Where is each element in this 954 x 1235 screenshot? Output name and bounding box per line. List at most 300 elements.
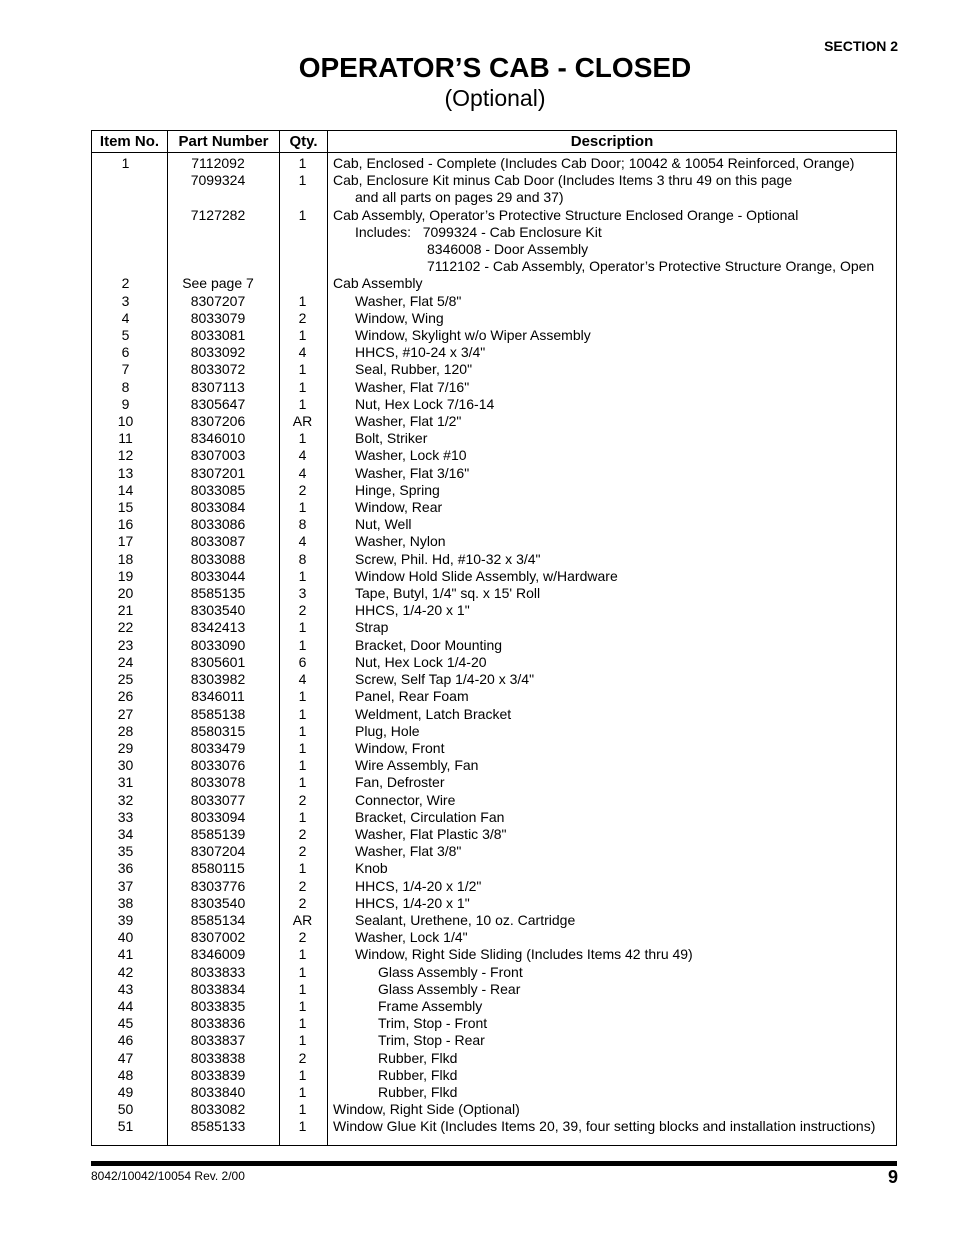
description-line: Washer, Flat 3/8" <box>355 843 462 860</box>
table-row <box>92 792 896 809</box>
description-cell <box>333 1032 896 1049</box>
quantity-cell: 1 <box>298 757 307 774</box>
table-row <box>92 1015 896 1032</box>
part-number-cell: 7099324 <box>190 172 246 189</box>
table-row <box>92 551 896 568</box>
part-number-cell: 8307003 <box>190 447 246 464</box>
description-cell <box>333 1015 896 1032</box>
part-number-cell: 8305647 <box>190 395 246 412</box>
description-line: and all parts on pages 29 and 37) <box>355 189 564 206</box>
description-line: 8346008 - Door Assembly <box>427 241 589 258</box>
description-line: Washer, Flat 5/8" <box>355 292 462 309</box>
part-number-cell: 8307207 <box>190 292 246 309</box>
quantity-cell: 8 <box>298 550 307 567</box>
item-number-cell: 39 <box>117 911 134 928</box>
table-row <box>92 1118 896 1135</box>
part-number-cell: See page 7 <box>182 275 254 292</box>
part-number-cell: 8033079 <box>190 309 246 326</box>
page-subtitle: (Optional) <box>444 85 546 111</box>
item-number-cell: 10 <box>117 413 134 430</box>
description-line: Nut, Well <box>355 516 412 533</box>
description-line: Window, Right Side Sliding (Includes Items 42 thru 49) <box>355 946 693 963</box>
item-number-cell: 13 <box>117 464 134 481</box>
description-cell <box>333 344 896 361</box>
description-cell <box>333 275 896 292</box>
table-row <box>92 482 896 499</box>
item-number-cell: 23 <box>117 636 134 653</box>
description-line: 7112102 - Cab Assembly, Operator’s Protective Structure Orange, Open <box>427 258 875 275</box>
table-row <box>92 981 896 998</box>
quantity-cell: 1 <box>298 1066 307 1083</box>
description-line: Includes: 7099324 - Cab Enclosure Kit <box>355 223 602 240</box>
table-row <box>92 1101 896 1118</box>
table-row <box>92 447 896 464</box>
quantity-cell: 6 <box>298 653 307 670</box>
item-number-cell: 6 <box>121 344 130 361</box>
table-row <box>92 843 896 860</box>
item-number-cell: 17 <box>117 533 134 550</box>
part-number-cell: 8346010 <box>190 430 246 447</box>
table-row <box>92 860 896 877</box>
quantity-cell: 4 <box>298 671 307 688</box>
item-number-cell: 46 <box>117 1032 134 1049</box>
item-number-cell: 36 <box>117 860 134 877</box>
description-line: Trim, Stop - Rear <box>378 1032 485 1049</box>
item-number-cell: 45 <box>117 1015 134 1032</box>
quantity-cell: 1 <box>298 327 307 344</box>
description-cell <box>333 1050 896 1067</box>
quantity-cell: AR <box>292 911 313 928</box>
quantity-cell: 1 <box>298 430 307 447</box>
part-number-cell: 8033833 <box>190 963 246 980</box>
table-row <box>92 602 896 619</box>
description-line: Wire Assembly, Fan <box>355 757 479 774</box>
part-number-cell: 8346011 <box>191 688 245 705</box>
item-number-cell: 21 <box>117 602 134 619</box>
parts-table <box>91 130 897 1146</box>
quantity-cell: 1 <box>298 739 307 756</box>
table-row <box>92 619 896 636</box>
description-line: Washer, Lock 1/4" <box>355 929 468 946</box>
description-line: Glass Assembly - Rear <box>378 980 521 997</box>
part-number-cell: 8307206 <box>190 413 246 430</box>
table-row <box>92 929 896 946</box>
part-number-cell: 8033076 <box>190 757 246 774</box>
item-number-cell: 7 <box>121 361 130 378</box>
table-row <box>92 275 896 292</box>
description-cell <box>333 1101 896 1118</box>
description-cell <box>333 413 896 430</box>
part-number-cell: 8033088 <box>190 550 246 567</box>
description-line: Washer, Lock #10 <box>355 447 467 464</box>
description-cell <box>333 774 896 791</box>
description-cell <box>333 706 896 723</box>
part-number-cell: 8580315 <box>190 722 246 739</box>
description-line: Washer, Flat 1/2" <box>355 413 462 430</box>
quantity-cell: 1 <box>298 206 307 223</box>
description-cell <box>333 327 896 344</box>
part-number-cell: 8307002 <box>190 929 246 946</box>
description-cell <box>333 671 896 688</box>
part-number-cell: 8033082 <box>190 1101 246 1118</box>
description-cell <box>333 499 896 516</box>
quantity-cell: 1 <box>298 1083 307 1100</box>
item-number-cell: 22 <box>117 619 134 636</box>
item-number-cell: 2 <box>121 275 130 292</box>
quantity-cell: 1 <box>298 567 307 584</box>
item-number-cell: 43 <box>117 980 134 997</box>
description-line: Weldment, Latch Bracket <box>355 705 512 722</box>
item-number-cell: 19 <box>117 567 134 584</box>
part-number-cell: 8346009 <box>190 946 246 963</box>
description-line: HHCS, 1/4-20 x 1/2" <box>355 877 482 894</box>
table-row <box>92 637 896 654</box>
description-line: Rubber, Flkd <box>378 1049 458 1066</box>
item-number-cell: 24 <box>117 653 134 670</box>
table-row <box>92 585 896 602</box>
table-row <box>92 740 896 757</box>
description-cell <box>333 1118 896 1135</box>
quantity-cell: 1 <box>298 1101 307 1118</box>
description-cell <box>333 946 896 963</box>
quantity-cell: 2 <box>298 1049 307 1066</box>
part-number-cell: 8585134 <box>190 911 246 928</box>
page-number: 9 <box>887 1167 898 1187</box>
description-cell <box>333 430 896 447</box>
item-number-cell: 29 <box>117 739 134 756</box>
quantity-cell: 1 <box>298 722 307 739</box>
document-reference: 8042/10042/10054 Rev. 2/00 <box>91 1169 245 1183</box>
table-row <box>92 516 896 533</box>
item-number-cell: 27 <box>117 705 134 722</box>
quantity-cell: 4 <box>298 447 307 464</box>
description-line: HHCS, 1/4-20 x 1" <box>355 894 470 911</box>
description-cell <box>333 568 896 585</box>
part-number-cell: 8305601 <box>190 653 246 670</box>
item-number-cell: 25 <box>117 671 134 688</box>
item-number-cell: 31 <box>117 774 134 791</box>
column-header-description: Description <box>570 133 654 150</box>
description-line: Fan, Defroster <box>355 774 445 791</box>
part-number-cell: 8033078 <box>190 774 246 791</box>
part-number-cell: 8033094 <box>190 808 246 825</box>
description-line: Screw, Self Tap 1/4-20 x 3/4" <box>355 671 535 688</box>
quantity-cell: 4 <box>298 464 307 481</box>
table-row <box>92 826 896 843</box>
quantity-cell: 1 <box>298 688 307 705</box>
quantity-cell: 1 <box>298 705 307 722</box>
quantity-cell: 1 <box>298 1118 307 1135</box>
description-cell <box>333 602 896 619</box>
quantity-cell: 1 <box>298 361 307 378</box>
description-cell <box>333 843 896 860</box>
table-row <box>92 654 896 671</box>
table-row <box>92 327 896 344</box>
item-number-cell: 26 <box>117 688 134 705</box>
part-number-cell: 8033835 <box>190 997 246 1014</box>
part-number-cell: 8303982 <box>190 671 246 688</box>
description-cell <box>333 912 896 929</box>
table-row <box>92 723 896 740</box>
description-cell <box>333 826 896 843</box>
item-number-cell: 40 <box>117 929 134 946</box>
quantity-cell: 2 <box>298 929 307 946</box>
part-number-cell: 8033081 <box>190 327 246 344</box>
part-number-cell: 8033084 <box>190 499 246 516</box>
item-number-cell: 38 <box>117 894 134 911</box>
item-number-cell: 47 <box>117 1049 134 1066</box>
description-line: Window, Rear <box>355 499 443 516</box>
description-cell <box>333 757 896 774</box>
quantity-cell: 2 <box>298 309 307 326</box>
description-line: Washer, Flat Plastic 3/8" <box>355 825 507 842</box>
description-line: Washer, Nylon <box>355 533 446 550</box>
description-line: Window, Right Side (Optional) <box>333 1101 520 1118</box>
description-line: Window, Front <box>355 739 445 756</box>
quantity-cell: 1 <box>298 946 307 963</box>
item-number-cell: 12 <box>117 447 134 464</box>
item-number-cell: 35 <box>117 843 134 860</box>
quantity-cell: 1 <box>298 636 307 653</box>
description-cell <box>333 207 896 276</box>
quantity-cell: 1 <box>298 155 307 171</box>
quantity-cell: 1 <box>298 378 307 395</box>
description-line: Cab Assembly <box>333 275 423 292</box>
part-number-cell: 8303776 <box>190 877 246 894</box>
table-row <box>92 774 896 791</box>
item-number-cell: 18 <box>117 550 134 567</box>
item-number-cell: 5 <box>121 327 130 344</box>
description-cell <box>333 447 896 464</box>
item-number-cell: 44 <box>117 997 134 1014</box>
description-line: Frame Assembly <box>378 997 483 1014</box>
quantity-cell: 2 <box>298 791 307 808</box>
item-number-cell: 3 <box>121 292 130 309</box>
quantity-cell: 1 <box>298 499 307 516</box>
column-header-part-number: Part Number <box>178 133 269 150</box>
item-number-cell: 14 <box>117 481 134 498</box>
table-body <box>92 155 896 1136</box>
description-line: Rubber, Flkd <box>378 1066 458 1083</box>
description-cell <box>333 379 896 396</box>
quantity-cell: 1 <box>298 172 307 189</box>
table-row <box>92 757 896 774</box>
item-number-cell: 51 <box>117 1118 134 1135</box>
description-line: Cab, Enclosure Kit minus Cab Door (Includes Items 3 thru 49 on this page <box>333 172 793 189</box>
part-number-cell: 8303540 <box>190 894 246 911</box>
table-row <box>92 1067 896 1084</box>
table-row <box>92 207 896 276</box>
table-row <box>92 396 896 413</box>
description-cell <box>333 293 896 310</box>
table-row <box>92 706 896 723</box>
description-cell <box>333 396 896 413</box>
quantity-cell: 8 <box>298 516 307 533</box>
quantity-cell: 3 <box>298 585 307 602</box>
description-line: Strap <box>355 619 389 636</box>
part-number-cell: 7112092 <box>191 155 245 171</box>
item-number-cell: 50 <box>117 1101 134 1118</box>
description-cell <box>333 533 896 550</box>
description-cell <box>333 619 896 636</box>
item-number-cell: 34 <box>117 825 134 842</box>
part-number-cell: 8033479 <box>190 739 246 756</box>
description-line: Bolt, Striker <box>355 430 428 447</box>
part-number-cell: 8307113 <box>191 378 245 395</box>
table-row <box>92 1050 896 1067</box>
quantity-cell: 1 <box>298 963 307 980</box>
description-line: Window Glue Kit (Includes Items 20, 39, four setting blocks and installation instructions) <box>333 1118 876 1135</box>
description-line: Nut, Hex Lock 1/4-20 <box>355 653 487 670</box>
part-number-cell: 8033838 <box>190 1049 246 1066</box>
part-number-cell: 8303540 <box>190 602 246 619</box>
description-cell <box>333 723 896 740</box>
part-number-cell: 8585135 <box>190 585 246 602</box>
item-number-cell: 8 <box>121 378 130 395</box>
item-number-cell: 30 <box>117 757 134 774</box>
part-number-cell: 8033072 <box>190 361 246 378</box>
part-number-cell: 8033834 <box>190 980 246 997</box>
table-row <box>92 946 896 963</box>
item-number-cell: 42 <box>117 963 134 980</box>
column-header-item: Item No. <box>99 133 160 150</box>
quantity-cell: 1 <box>298 619 307 636</box>
part-number-cell: 8033090 <box>190 636 246 653</box>
table-row <box>92 809 896 826</box>
description-cell <box>333 929 896 946</box>
description-line: Panel, Rear Foam <box>355 688 469 705</box>
description-cell <box>333 465 896 482</box>
description-cell <box>333 155 896 172</box>
description-cell <box>333 895 896 912</box>
description-cell <box>333 551 896 568</box>
part-number-cell: 8033077 <box>190 791 246 808</box>
description-line: Knob <box>355 860 388 877</box>
part-number-cell: 8033087 <box>190 533 246 550</box>
item-number-cell: 33 <box>117 808 134 825</box>
quantity-cell: 1 <box>298 1015 307 1032</box>
description-line: Nut, Hex Lock 7/16-14 <box>355 395 495 412</box>
table-row <box>92 379 896 396</box>
quantity-cell: 2 <box>298 825 307 842</box>
quantity-cell: 1 <box>298 860 307 877</box>
table-row <box>92 912 896 929</box>
item-number-cell: 41 <box>117 946 134 963</box>
table-row <box>92 499 896 516</box>
quantity-cell: 4 <box>298 344 307 361</box>
description-cell <box>333 172 896 206</box>
part-number-cell: 8342413 <box>190 619 246 636</box>
quantity-cell: 4 <box>298 533 307 550</box>
item-number-cell: 49 <box>117 1083 134 1100</box>
description-line: Connector, Wire <box>355 791 456 808</box>
table-row <box>92 671 896 688</box>
description-line: Bracket, Door Mounting <box>355 636 503 653</box>
part-number-cell: 8033086 <box>190 516 246 533</box>
table-row <box>92 361 896 378</box>
description-line: Hinge, Spring <box>355 481 440 498</box>
part-number-cell: 8033836 <box>190 1015 246 1032</box>
part-number-cell: 8033044 <box>190 567 246 584</box>
description-cell <box>333 637 896 654</box>
quantity-cell: 1 <box>298 774 307 791</box>
description-cell <box>333 878 896 895</box>
table-row <box>92 344 896 361</box>
part-number-cell: 8033837 <box>190 1032 246 1049</box>
quantity-cell: 1 <box>298 980 307 997</box>
description-line: Sealant, Urethene, 10 oz. Cartridge <box>355 911 576 928</box>
description-line: Glass Assembly - Front <box>378 963 523 980</box>
table-row <box>92 895 896 912</box>
description-line: Window, Wing <box>355 309 444 326</box>
part-number-cell: 8307204 <box>190 843 246 860</box>
item-number-cell: 11 <box>118 430 133 447</box>
description-cell <box>333 860 896 877</box>
description-line: Trim, Stop - Front <box>378 1015 488 1032</box>
description-line: Window, Skylight w/o Wiper Assembly <box>355 327 591 344</box>
quantity-cell: 1 <box>298 997 307 1014</box>
item-number-cell: 28 <box>117 722 134 739</box>
description-cell <box>333 1067 896 1084</box>
table-row <box>92 964 896 981</box>
quantity-cell: AR <box>292 413 313 430</box>
item-number-cell: 9 <box>121 395 130 412</box>
footer-rule <box>91 1161 897 1166</box>
description-cell <box>333 516 896 533</box>
description-line: Tape, Butyl, 1/4" sq. x 15' Roll <box>355 585 541 602</box>
part-number-cell: 8307201 <box>190 464 246 481</box>
table-row <box>92 878 896 895</box>
description-line: Seal, Rubber, 120" <box>355 361 473 378</box>
description-cell <box>333 361 896 378</box>
table-row <box>92 413 896 430</box>
part-number-cell: 8585139 <box>190 825 246 842</box>
part-number-cell: 8585133 <box>190 1118 246 1135</box>
description-cell <box>333 740 896 757</box>
description-cell <box>333 654 896 671</box>
quantity-cell: 1 <box>298 1032 307 1049</box>
table-row <box>92 465 896 482</box>
table-row <box>92 998 896 1015</box>
part-number-cell: 8580115 <box>191 860 245 877</box>
item-number-cell: 37 <box>117 877 134 894</box>
table-row <box>92 310 896 327</box>
table-row <box>92 688 896 705</box>
description-cell <box>333 585 896 602</box>
quantity-cell: 2 <box>298 481 307 498</box>
description-line: HHCS, 1/4-20 x 1" <box>355 602 470 619</box>
table-row <box>92 430 896 447</box>
part-number-cell: 8033085 <box>190 481 246 498</box>
quantity-cell: 2 <box>298 877 307 894</box>
description-cell <box>333 1084 896 1101</box>
description-cell <box>333 482 896 499</box>
part-number-cell: 8033839 <box>190 1066 246 1083</box>
description-line: Screw, Phil. Hd, #10-32 x 3/4" <box>355 550 541 567</box>
description-line: Washer, Flat 7/16" <box>355 378 470 395</box>
column-header-qty: Qty. <box>289 133 318 150</box>
description-line: Bracket, Circulation Fan <box>355 808 505 825</box>
quantity-cell: 2 <box>298 602 307 619</box>
item-number-cell: 48 <box>117 1066 134 1083</box>
description-line: HHCS, #10-24 x 3/4" <box>355 344 486 361</box>
description-cell <box>333 809 896 826</box>
header-divider <box>92 152 896 153</box>
item-number-cell: 20 <box>117 585 134 602</box>
item-number-cell: 1 <box>121 155 130 171</box>
description-line: Rubber, Flkd <box>378 1083 458 1100</box>
table-row <box>92 293 896 310</box>
